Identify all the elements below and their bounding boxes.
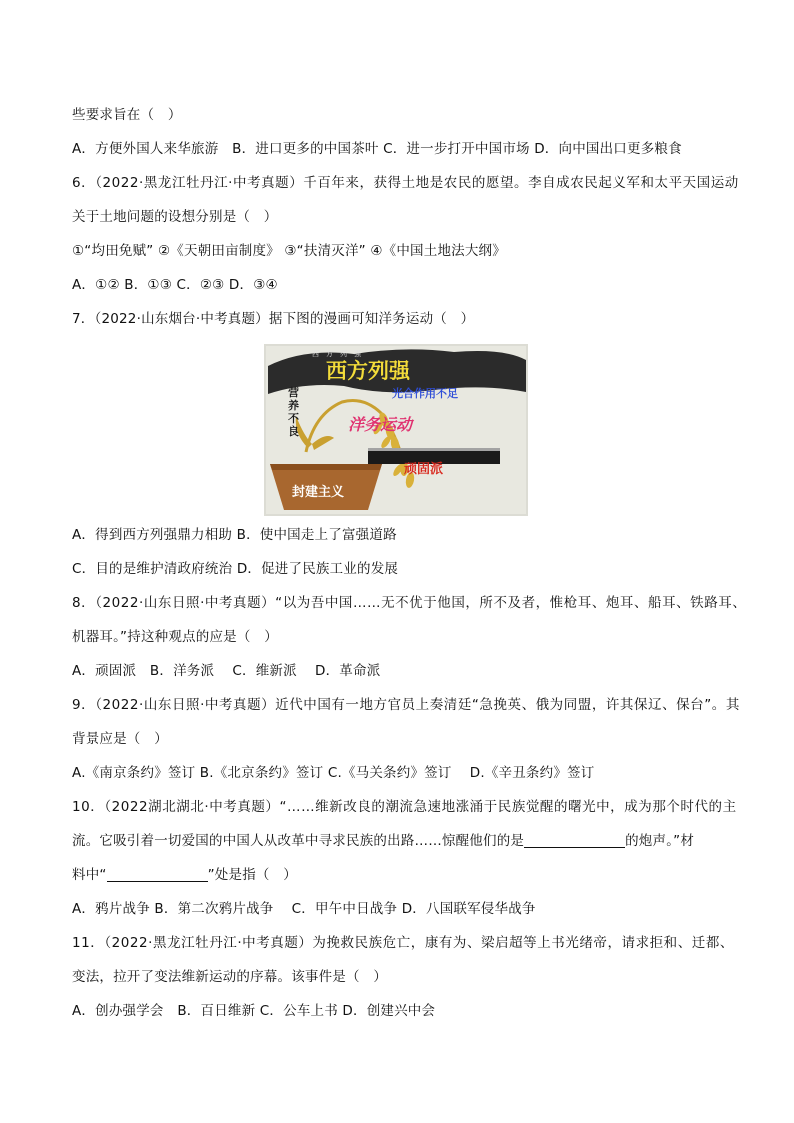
cartoon-side-char: 不 [288,412,299,425]
cartoon-figure [72,336,726,518]
question-6-stem: 6．（2022·黑龙江牡丹江·中考真题）千百年来，获得土地是农民的愿望。李自成农民起义军和太平天国运动 [72,175,739,191]
text-line: 些要求旨在（ ） [72,107,182,123]
cartoon-pot-label: 封建主义 [292,485,345,500]
question-10-text: ”处是指（ ） [207,867,298,883]
document-page [72,98,747,1028]
question-10-stem-end [72,858,726,892]
cartoon-title: 西方列强 [326,359,410,383]
question-6-options: A．①② B．①③ C．②③ D．③④ [72,277,278,293]
question-8-options: A．顽固派 B．洋务派 C．维新派 D．革命派 [72,663,381,679]
question-10-stem-cont [72,824,726,858]
question-7-stem: 7．（2022·山东烟台·中考真题）据下图的漫画可知洋务运动（ ） [72,311,475,327]
question-10-options: A．鸦片战争 B．第二次鸦片战争 C．甲午中日战争 D．八国联军侵华战争 [72,901,536,917]
cartoon-side-char: 营 [288,386,299,399]
cartoon-side-char: 养 [288,399,299,412]
cartoon-side-char: 良 [288,425,299,438]
question-6-items: ①“均田免赋” ②《天朝田亩制度》 ③“扶清灭洋” ④《中国土地法大纲》 [72,243,506,259]
question-6-stem-cont: 关于土地问题的设想分别是（ ） [72,209,278,225]
cartoon-image [264,344,528,516]
question-7-options-cd: C．目的是维护清政府统治 D．促进了民族工业的发展 [72,561,399,577]
question-10-text: 的炮声。”材 [625,833,695,849]
question-11-stem-cont: 变法，拉开了变法维新运动的序幕。该事件是（ ） [72,969,388,985]
cartoon-center-label: 洋务运动 [348,415,413,434]
question-10-text: 流。它吸引着一切爱国的中国人从改革中寻求民族的出路……惊醒他们的是 [72,833,525,849]
answer-blank[interactable] [524,833,625,848]
question-9-options: A.《南京条约》签订 B.《北京条约》签订 C.《马关条约》签订 D.《辛丑条约》签订 [72,765,595,781]
question-9-stem: 9．（2022·山东日照·中考真题）近代中国有一地方官员上奏清廷“急挽英、俄为同盟，许其保辽、保台”。其 [72,697,740,713]
question-11-options: A．创办强学会 B．百日维新 C．公车上书 D．创建兴中会 [72,1003,436,1019]
question-10-stem: 10．（2022湖北湖北·中考真题）“……维新改良的潮流急速地涨涌于民族觉醒的曙光中，成为那个时代的主 [72,799,737,815]
question-8-stem: 8．（2022·山东日照·中考真题）“以为吾中国……无不优于他国，所不及者，惟枪耳、炮耳、船耳、铁路耳、 [72,595,747,611]
cartoon-subtitle: 光合作用不足 [392,387,458,400]
question-7-options-ab: A．得到西方列强鼎力相助 B．使中国走上了富强道路 [72,527,397,543]
question-11-stem: 11．（2022·黑龙江牡丹江·中考真题）为挽救民族危亡，康有为、梁启超等上书光绪帝，请求拒和、迁都、 [72,935,734,951]
question-5-options: A．方便外国人来华旅游 B．进口更多的中国茶叶 C．进一步打开中国市场 D．向中国出口更多粮食 [72,141,682,157]
cartoon-top-label: 西 方 列 强 [312,350,361,358]
answer-blank[interactable] [107,867,208,882]
question-8-stem-cont: 机器耳。”持这种观点的应是（ ） [72,629,278,645]
question-9-stem-cont: 背景应是（ ） [72,731,168,747]
question-10-text: 料中“ [72,867,107,883]
cartoon-bar-label: 顽固派 [404,462,444,477]
